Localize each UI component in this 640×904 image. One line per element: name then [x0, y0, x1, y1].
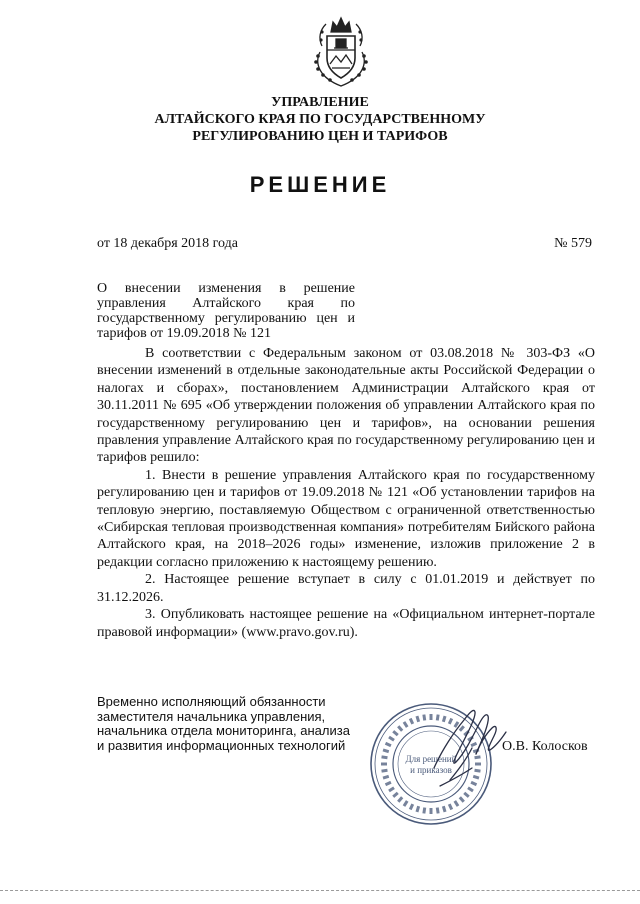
stamp-ring-mark: [403, 721, 409, 728]
document-title: РЕШЕНИЕ: [249, 172, 391, 197]
stamp-ring-mark: [459, 796, 465, 802]
body-item: 2. Настоящее решение вступает в силу с 01.01.2019 и действует по 31.12.2026.: [97, 572, 595, 605]
document-number: № 579: [554, 236, 592, 251]
stamp-ring-mark: [442, 806, 447, 813]
stamp-ring-mark: [388, 787, 395, 793]
stamp-ring-mark: [397, 796, 403, 802]
position-line: Временно исполняющий обязанности: [97, 694, 326, 709]
stamp-ring-mark: [383, 749, 390, 754]
stamp-ring-mark: [381, 763, 387, 766]
position-line: начальника отдела мониторинга, анализа: [97, 723, 350, 738]
signer-position: [97, 695, 350, 753]
stamp-ring-mark: [385, 781, 392, 786]
altai-krai-coat-of-arms-icon: [310, 12, 372, 90]
stamp-center-line: Для решений: [405, 754, 457, 764]
stamp-ring-mark: [422, 807, 426, 813]
stamp-ring-mark: [448, 803, 453, 810]
stamp-ring-mark: [385, 742, 392, 747]
body-item: 1. Внести в решение управления Алтайского края по государственному регулированию цен и тарифов от 19.09.2018 № 121 «Об установлении тарифов на тепловую энергию, поставляемую Обществом с ограниченной ответственностью «Сибирская тепловая производственная компания» потребителям Бийского района Алтайского края, на 2018–2026 годы» изменение, изложив приложение 2 в редакции согласно приложению к настоящему решению.: [97, 467, 595, 570]
subject-line: О внесении изменения в решение: [97, 281, 355, 296]
stamp-ring-mark: [454, 800, 460, 807]
stamp-ring-mark: [381, 769, 387, 773]
position-line: заместителя начальника управления,: [97, 708, 326, 724]
signer-name: О.В. Колосков: [502, 739, 588, 754]
stamp-ring-mark: [392, 730, 398, 736]
page-bottom-divider: [0, 890, 640, 891]
stamp-ring-mark: [403, 800, 409, 807]
stamp-ring-mark: [409, 803, 414, 810]
stamp-ring-mark: [383, 775, 390, 780]
stamp-ring-mark: [409, 718, 414, 725]
agency-line: УПРАВЛЕНИЕ: [271, 95, 369, 110]
stamp-center-line: и приказов: [410, 765, 452, 775]
subject-line: управления Алтайского края по: [97, 296, 355, 311]
stamp-ring-mark: [392, 792, 398, 798]
agency-line: АЛТАЙСКОГО КРАЯ ПО ГОСУДАРСТВЕННОМУ: [154, 112, 486, 127]
agency-line: РЕГУЛИРОВАНИЮ ЦЕН И ТАРИФОВ: [192, 129, 448, 144]
subject-line: тарифов от 19.09.2018 № 121: [97, 326, 271, 341]
stamp-ring-mark: [436, 807, 440, 813]
body-preamble: В соответствии с Федеральным законом от 03.08.2018 № 303-ФЗ «О внесении изменений в отдельные законодательные акты Российской Федерации о налогах и сборах», постановлением Администрации Алтайского края от 30.11.2011 № 695 «Об утверждении положения об управлении Алтайского края по государственному регулированию цен и тарифов», на основании решения правления управление Алтайского края по государственному регулированию цен и тарифов решило:: [97, 346, 595, 466]
subject-line: государственному регулированию цен и: [97, 311, 355, 326]
stamp-ring-mark: [416, 806, 421, 813]
stamp-ring-mark: [388, 736, 395, 742]
agency-name: [0, 94, 640, 145]
stamp-ring-mark: [430, 808, 433, 814]
stamp-ring-mark: [397, 725, 403, 731]
body-item: 3. Опубликовать настоящее решение на «Официальном интернет-портале правовой информации» (www.pravo.gov.ru).: [97, 607, 595, 640]
document-body: [97, 345, 595, 641]
document-subject: [97, 281, 355, 341]
position-line: и развития информационных технологий: [97, 737, 346, 753]
document-date: от 18 декабря 2018 года: [97, 236, 238, 251]
stamp-ring-mark: [381, 755, 387, 759]
